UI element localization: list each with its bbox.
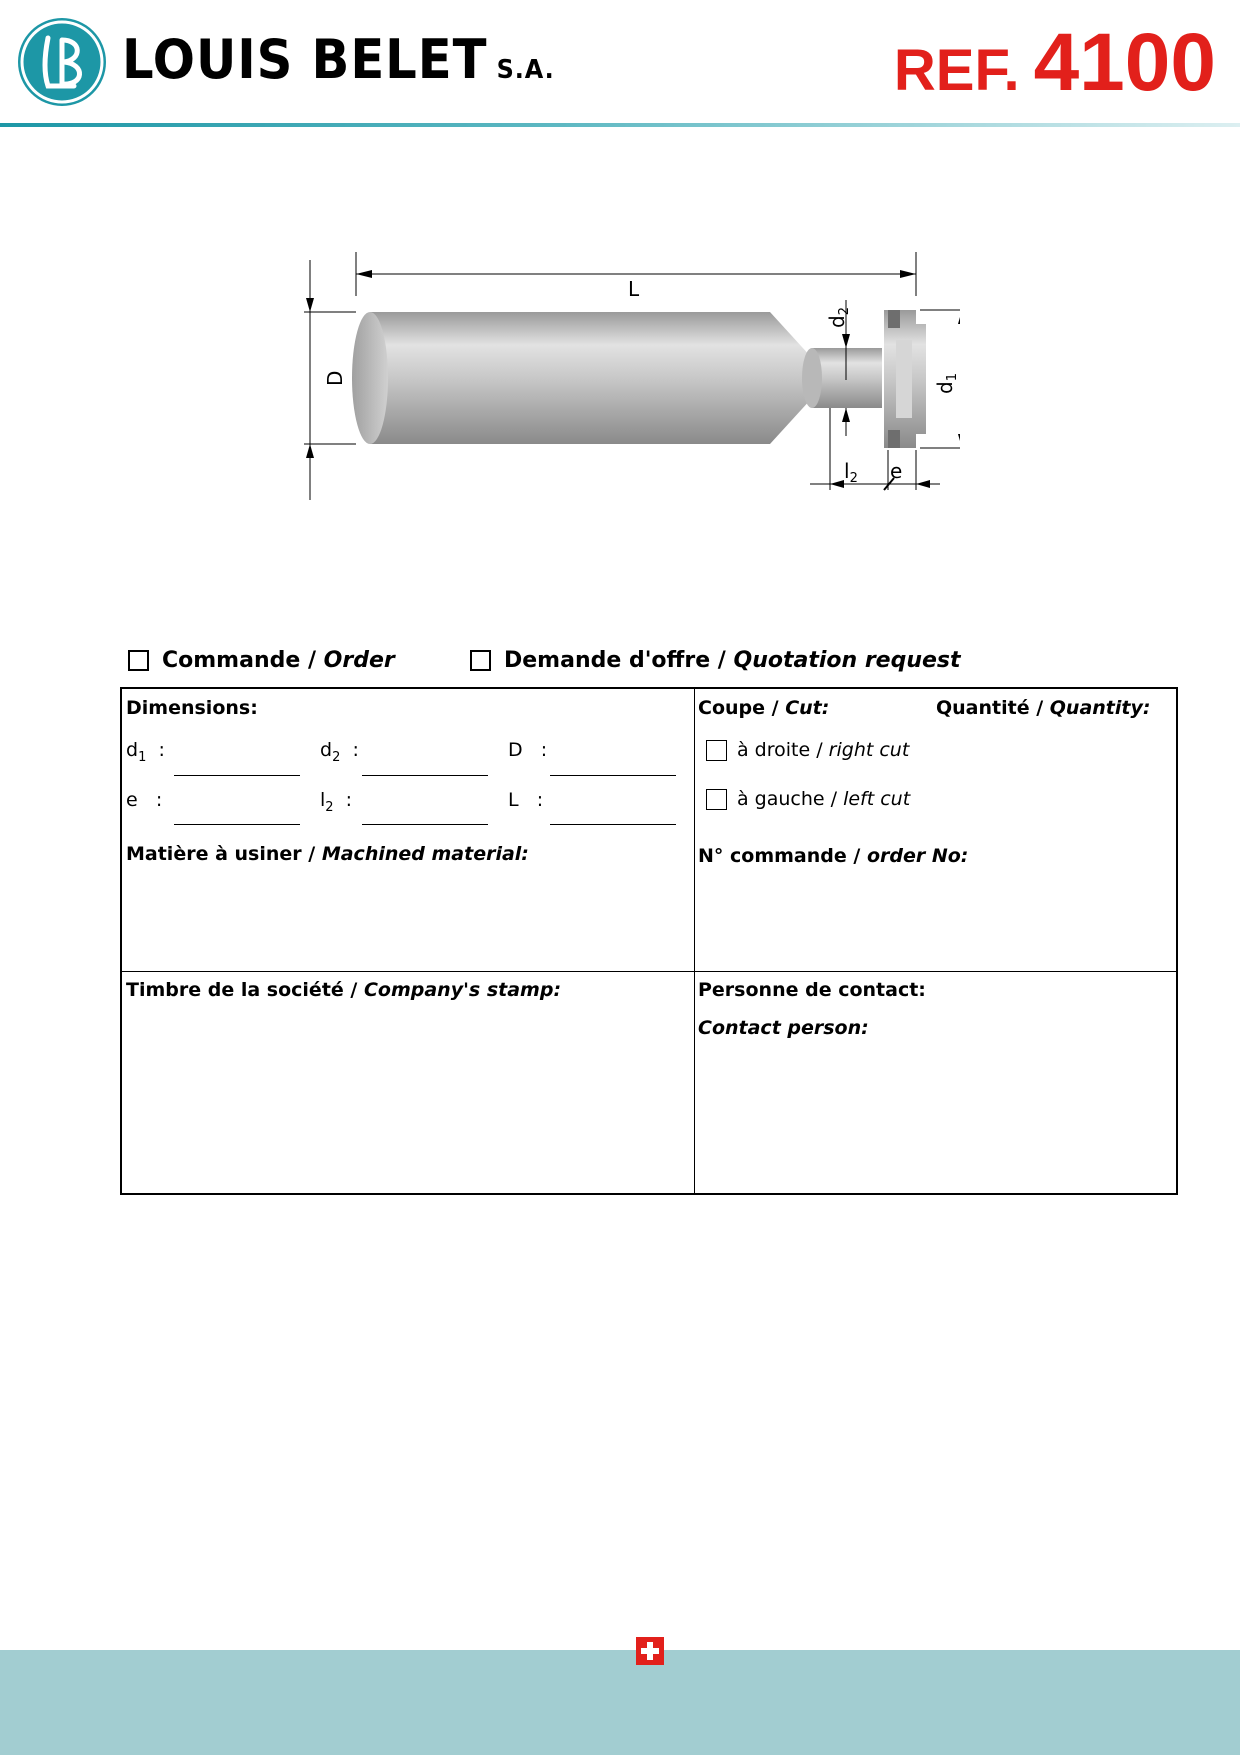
field-label-l2: [320, 789, 352, 815]
contact-label: Personne de contact:: [698, 979, 926, 1001]
right-cut-checkbox[interactable]: [706, 740, 727, 761]
tool-body: [352, 310, 926, 448]
field-L-sep: :: [536, 789, 544, 811]
field-e-sep: :: [155, 789, 163, 811]
brand-name: [122, 30, 555, 100]
logo-monogram-icon: [18, 18, 106, 106]
ref-number: 4100: [1033, 17, 1216, 108]
field-input-e[interactable]: [174, 824, 300, 825]
left-cut-label-en: left cut: [843, 788, 911, 810]
field-d2-name: d: [320, 739, 333, 761]
field-d2-sub: 2: [332, 749, 341, 765]
order-checkbox[interactable]: [128, 650, 149, 671]
right-cut-label-fr: à droite /: [737, 739, 823, 761]
order-option-label: [162, 648, 395, 673]
dim-label-e: e: [890, 459, 903, 483]
dim-label-d2: [825, 307, 852, 328]
quantity-label: [936, 697, 1150, 719]
field-input-d1[interactable]: [174, 775, 300, 776]
field-label-d1: [126, 739, 165, 765]
stamp-label-en: Company's stamp:: [363, 979, 562, 1001]
dim-label-l2-base: l: [844, 459, 850, 483]
swiss-flag-icon: [636, 1637, 664, 1665]
right-cut-label-en: right cut: [828, 739, 910, 761]
field-L-name: L: [508, 789, 519, 811]
form-horizontal-divider: [122, 971, 1176, 972]
order-option-label-en: Order: [323, 648, 395, 673]
dim-label-d1-sub: 1: [945, 373, 960, 382]
quantity-label-fr: Quantité /: [936, 697, 1050, 719]
cut-label: [698, 697, 829, 719]
swiss-flag-cross-horizontal: [641, 1648, 659, 1654]
company-logo: [18, 18, 106, 106]
brand-name-text: LOUIS BELET: [122, 28, 488, 91]
dim-label-d1: [933, 373, 960, 394]
stamp-label-fr: Timbre de la société /: [126, 979, 364, 1001]
footer-band: [0, 1650, 1240, 1755]
order-form: [120, 687, 1178, 1195]
field-l2-name: l: [320, 789, 326, 811]
order-number-label: [698, 845, 968, 867]
field-label-e: [126, 789, 162, 811]
order-option-label-fr: Commande /: [162, 648, 324, 673]
form-vertical-divider: [694, 689, 695, 1193]
contact-label-en: Contact person:: [698, 1017, 869, 1039]
dimensions-title: Dimensions:: [126, 697, 258, 719]
quotation-checkbox[interactable]: [470, 650, 491, 671]
reference-number: [894, 18, 1216, 131]
field-e-name: e: [126, 789, 138, 811]
stamp-label: [126, 979, 561, 1001]
brand-suffix: S.A.: [496, 55, 555, 85]
field-d1-sub: 1: [138, 749, 147, 765]
dim-label-D: D: [323, 370, 347, 386]
order-number-label-en: order No:: [866, 845, 969, 867]
field-d2-sep: :: [352, 739, 359, 761]
field-l2-sub: 2: [325, 799, 334, 815]
field-input-d2[interactable]: [362, 775, 488, 776]
field-input-l2[interactable]: [362, 824, 488, 825]
field-label-D: [508, 739, 547, 761]
tool-drawing: [300, 240, 960, 500]
order-type-options: [128, 648, 1128, 680]
dim-label-d2-sub: 2: [837, 307, 852, 316]
dim-label-d2-base: d: [825, 315, 849, 328]
ref-label: REF.: [893, 38, 1020, 103]
quotation-option-label: [504, 648, 961, 673]
header-divider: [0, 123, 1240, 127]
left-cut-checkbox[interactable]: [706, 789, 727, 810]
quotation-option-label-en: Quotation request: [733, 648, 961, 673]
dim-label-l2-sub: 2: [849, 471, 858, 486]
field-l2-sep: :: [345, 789, 353, 811]
quantity-label-en: Quantity:: [1049, 697, 1151, 719]
dim-label-l2: [844, 459, 858, 486]
quotation-option[interactable]: [470, 648, 961, 673]
dim-label-L: L: [628, 277, 640, 301]
field-d1-sep: :: [158, 739, 165, 761]
field-d1-name: d: [126, 739, 139, 761]
right-cut-option[interactable]: [706, 739, 909, 761]
quotation-option-label-fr: Demande d'offre /: [504, 648, 734, 673]
material-label-fr: Matière à usiner /: [126, 843, 322, 865]
left-cut-option[interactable]: [706, 788, 910, 810]
cut-label-en: Cut:: [785, 697, 830, 719]
field-D-sep: :: [540, 739, 548, 761]
field-label-d2: [320, 739, 359, 765]
dim-label-d1-base: d: [933, 381, 957, 394]
field-D-name: D: [508, 739, 523, 761]
header: [0, 0, 1240, 130]
field-input-L[interactable]: [550, 824, 676, 825]
material-label: [126, 843, 529, 865]
field-label-L: [508, 789, 543, 811]
field-input-D[interactable]: [550, 775, 676, 776]
order-option[interactable]: [128, 648, 395, 673]
cut-label-fr: Coupe /: [698, 697, 786, 719]
left-cut-label-fr: à gauche /: [737, 788, 838, 810]
material-label-en: Machined material:: [321, 843, 529, 865]
order-number-label-fr: N° commande /: [698, 845, 867, 867]
